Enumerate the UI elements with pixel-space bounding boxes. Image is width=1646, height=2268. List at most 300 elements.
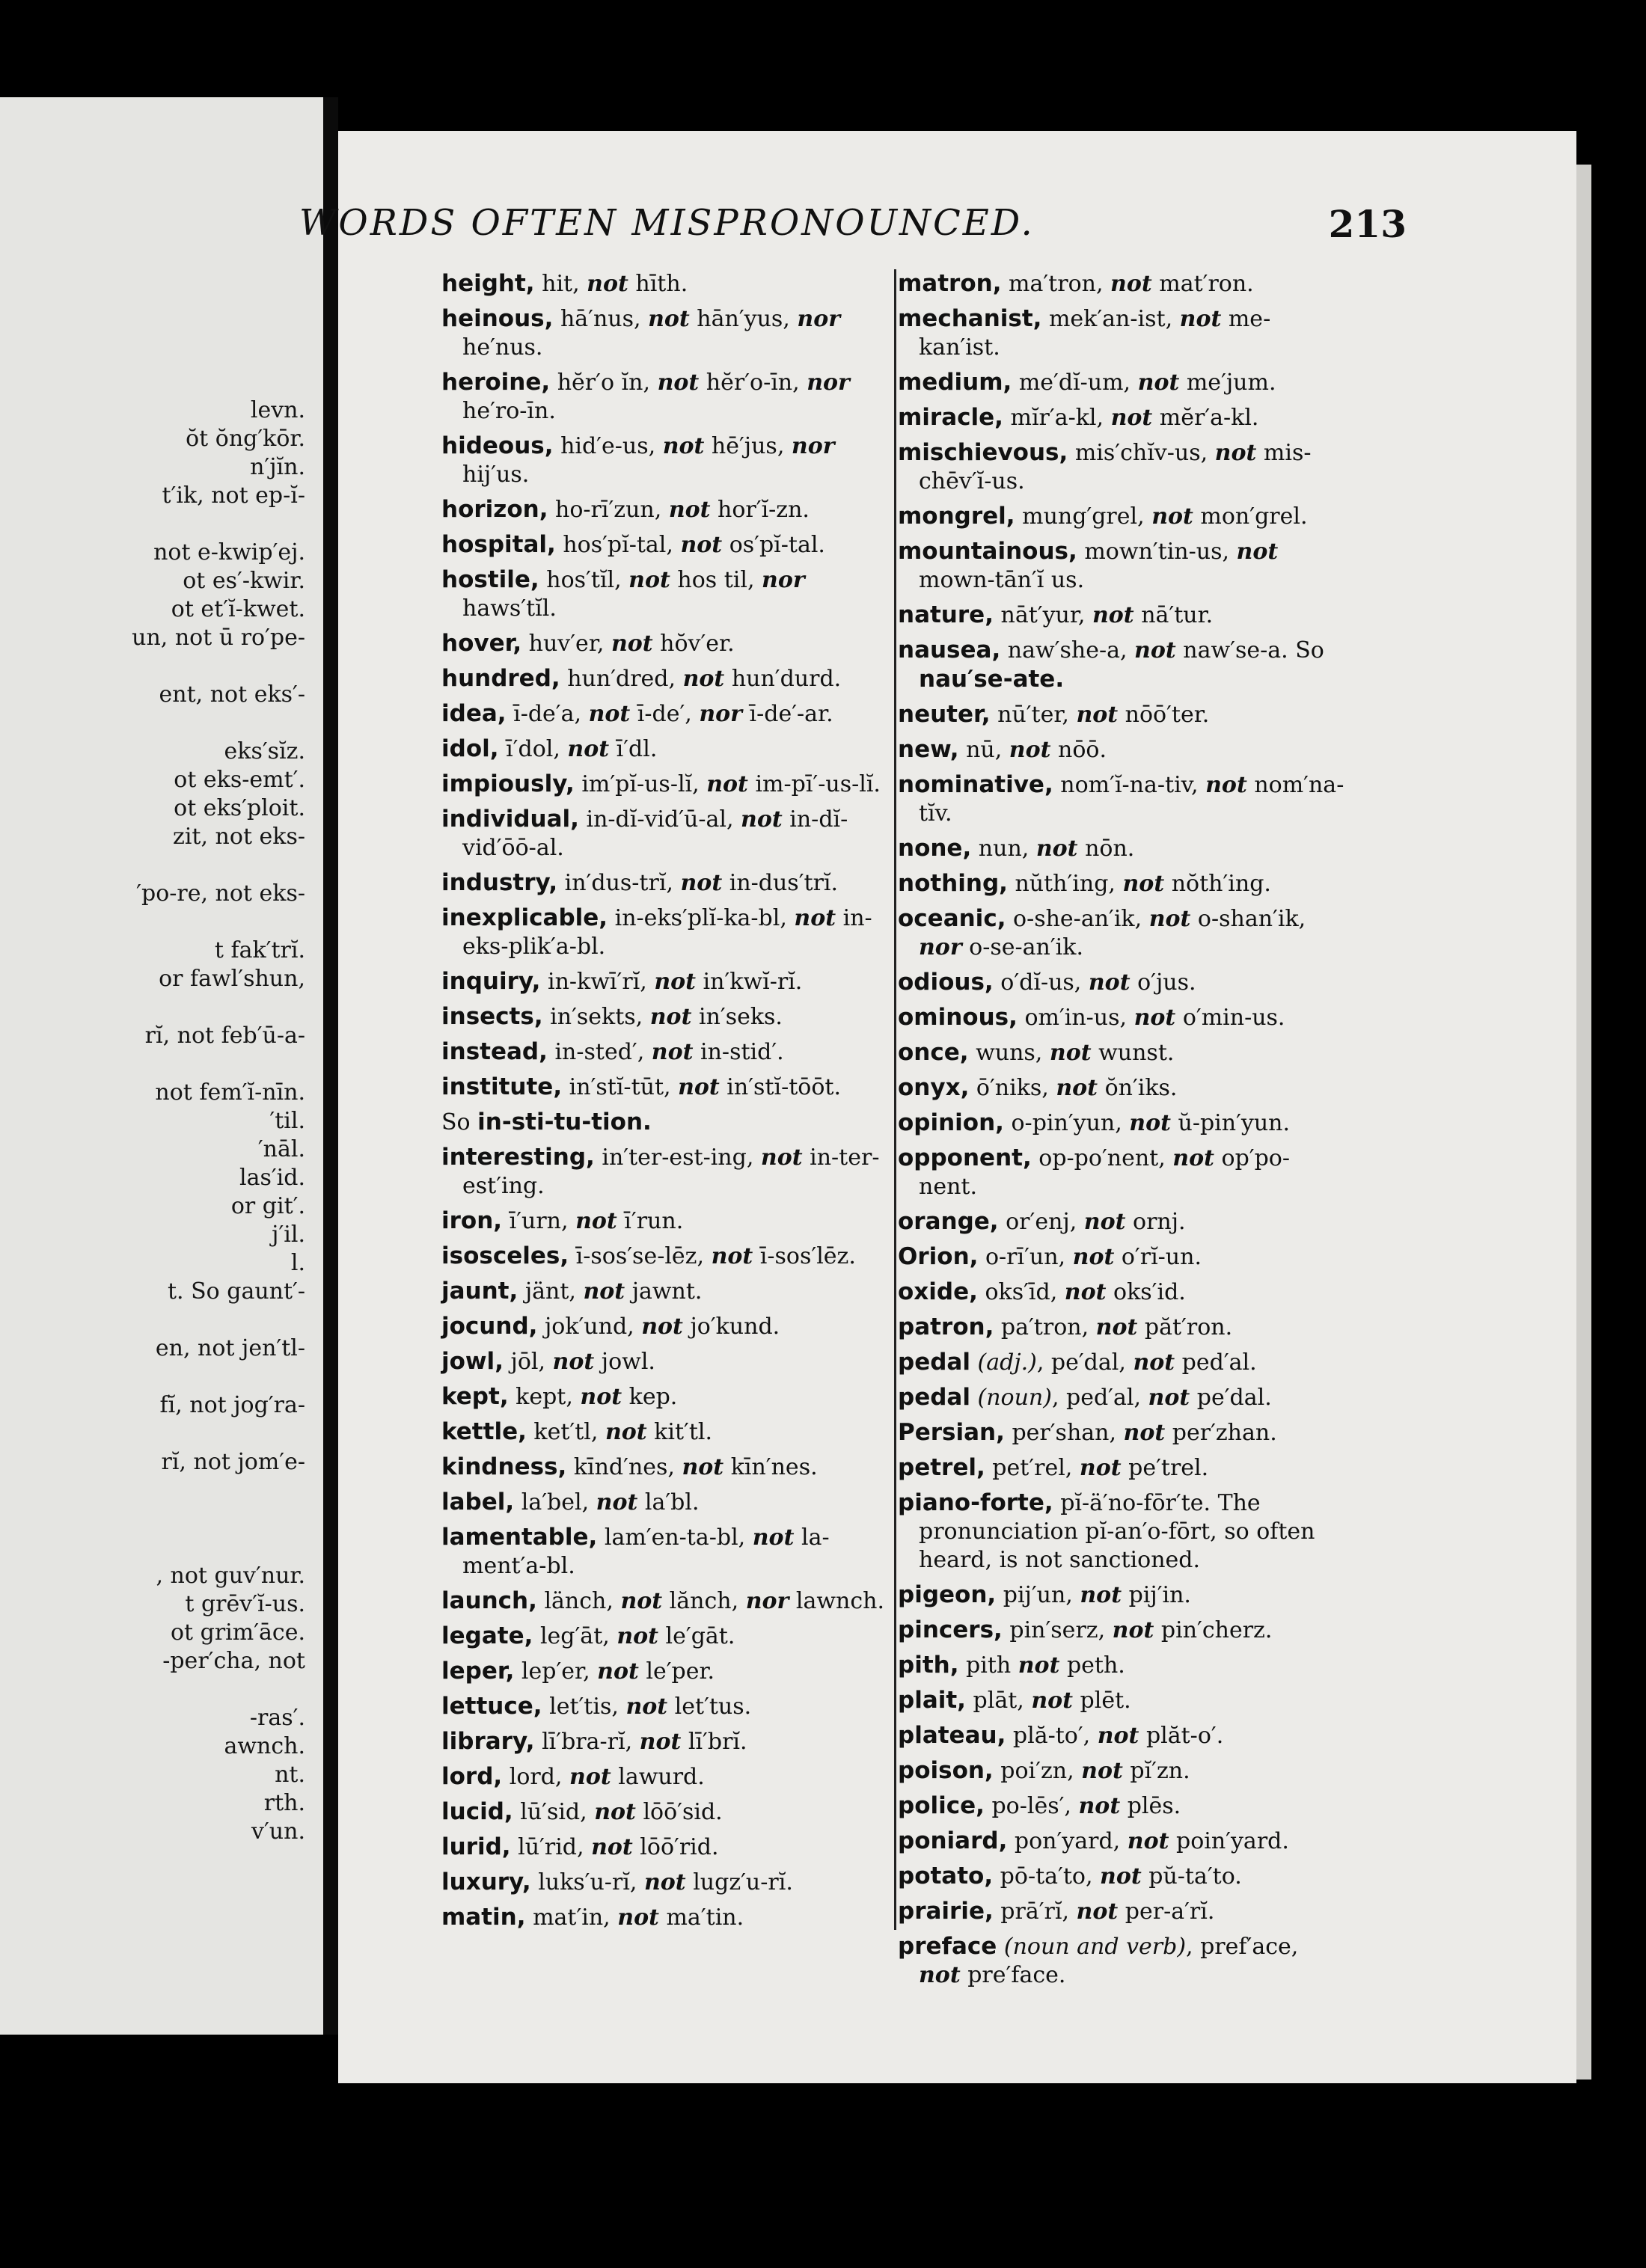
negation-word: not — [657, 370, 700, 396]
pronunciation: lū′rid, — [518, 1834, 592, 1860]
pronunciation: ī′urn, — [509, 1208, 576, 1234]
pronunciation: le′gāt. — [658, 1623, 735, 1649]
headword: in-sti-tu-tion. — [477, 1109, 652, 1135]
negation-word: not — [597, 1658, 639, 1685]
pronunciation: (noun and verb) — [1003, 1934, 1187, 1960]
pronunciation: lănch, — [662, 1588, 746, 1614]
pronunciation: jänt, — [524, 1278, 584, 1305]
dictionary-entry — [898, 1581, 1347, 1610]
left-page-line: not e-kwip′ej. — [153, 539, 305, 566]
pronunciation: lī′bra-rĭ, — [542, 1729, 640, 1755]
headword: mountainous, — [898, 538, 1077, 565]
pronunciation: pō-ta′to, — [1000, 1863, 1101, 1890]
pronunciation: hos′tĭl, — [546, 567, 629, 593]
pronunciation: hij′us. — [462, 462, 530, 488]
dictionary-entry — [441, 1762, 890, 1792]
negation-word: not — [1151, 503, 1193, 530]
pronunciation: luks′u-rĭ, — [538, 1869, 644, 1895]
headword: hospital, — [441, 531, 556, 558]
pronunciation: nāt′yur, — [1000, 602, 1092, 628]
headword: pincers, — [898, 1616, 1003, 1643]
pronunciation: in-dus′trĭ. — [722, 870, 839, 896]
headword: opinion, — [898, 1109, 1004, 1136]
headword: kindness, — [441, 1453, 567, 1480]
dictionary-entry — [898, 1827, 1347, 1856]
headword: legate, — [441, 1622, 533, 1649]
dictionary-entry — [441, 1587, 890, 1616]
pronunciation: hīth. — [628, 271, 688, 297]
pronunciation: oks′id. — [1106, 1279, 1186, 1305]
negation-word: not — [1083, 1209, 1126, 1235]
dictionary-entry — [898, 1038, 1347, 1067]
headword: piano-forte, — [898, 1489, 1053, 1516]
negation-word: not — [583, 1278, 625, 1305]
pronunciation: ma′tron, — [1009, 271, 1111, 297]
negation-word: not — [1205, 772, 1247, 798]
dictionary-entry — [898, 537, 1347, 595]
pronunciation: lī′brĭ. — [681, 1729, 747, 1755]
dictionary-entry — [898, 1242, 1347, 1272]
negation-word: not — [617, 1623, 659, 1649]
pronunciation: hĕr′o ĭn, — [557, 370, 658, 396]
pronunciation: pij′un, — [1003, 1582, 1080, 1608]
headword: inquiry, — [441, 968, 541, 995]
headword: hover, — [441, 630, 522, 657]
pronunciation: in′kwĭ-rĭ. — [696, 969, 803, 995]
headword: nothing, — [898, 870, 1008, 897]
pronunciation: ho-rī′zun, — [555, 497, 669, 523]
pronunciation: poin′yard. — [1169, 1828, 1289, 1854]
headword: onyx, — [898, 1074, 970, 1101]
pronunciation: om′in-us, — [1024, 1005, 1134, 1031]
pronunciation: mung′grel, — [1022, 503, 1152, 530]
pronunciation: la′bel, — [521, 1489, 596, 1515]
pronunciation: o′min-us. — [1175, 1005, 1285, 1031]
dictionary-entry — [898, 770, 1347, 828]
pronunciation: ī′dl. — [609, 736, 658, 762]
negation-word: not — [678, 1074, 720, 1100]
dictionary-entry — [898, 834, 1347, 863]
negation-word: not — [1133, 1005, 1176, 1031]
left-page-line: , not guv′nur. — [156, 1563, 305, 1589]
dictionary-entry — [441, 1382, 890, 1412]
pronunciation: (noun) — [977, 1385, 1052, 1411]
dictionary-entry — [898, 1207, 1347, 1236]
pronunciation: wuns, — [976, 1040, 1050, 1066]
negation-word: nor — [762, 567, 805, 593]
pronunciation: haws′tĭl. — [462, 595, 557, 622]
dictionary-entry — [898, 1144, 1347, 1201]
negation-word: not — [596, 1489, 638, 1515]
left-page-line: ot grim′āce. — [170, 1619, 305, 1646]
headword: idea, — [441, 700, 507, 727]
pronunciation: hŏv′er. — [652, 631, 735, 657]
headword: lurid, — [441, 1833, 511, 1860]
negation-word: not — [643, 1869, 686, 1895]
headword: hostile, — [441, 566, 539, 593]
dictionary-entry — [441, 735, 890, 764]
dictionary-entry — [441, 1797, 890, 1827]
pronunciation: im-pī′-us-lĭ. — [747, 771, 881, 797]
left-page-line: or fawl′shun, — [159, 966, 305, 992]
left-page-line: t grēv′ĭ-us. — [185, 1591, 305, 1617]
negation-word: not — [662, 433, 705, 459]
dictionary-entry — [441, 904, 890, 961]
pronunciation: So — [441, 1109, 478, 1135]
dictionary-entry — [441, 770, 890, 799]
left-page-line: l. — [290, 1250, 305, 1276]
left-page-line: rĭ, not jom′e- — [161, 1449, 305, 1475]
headword: heinous, — [441, 305, 554, 332]
negation-word: not — [605, 1419, 647, 1445]
pronunciation: pin′cherz. — [1154, 1617, 1273, 1643]
pronunciation: kep. — [622, 1384, 678, 1410]
headword: preface — [898, 1933, 997, 1960]
negation-word: not — [575, 1208, 617, 1234]
negation-word: not — [919, 1962, 961, 1988]
headword: lamentable, — [441, 1524, 598, 1551]
pronunciation: plă-to′, — [1012, 1723, 1098, 1749]
negation-word: not — [680, 870, 723, 896]
pronunciation: , pe′dal, — [1036, 1349, 1133, 1376]
dictionary-entry — [441, 1002, 890, 1032]
dictionary-entry — [441, 1657, 890, 1686]
pronunciation: o-shan′ik, — [1190, 906, 1306, 932]
headword: nominative, — [898, 771, 1053, 798]
pronunciation: lugz′u-rĭ. — [685, 1869, 793, 1895]
pronunciation: pet′rel, — [992, 1455, 1080, 1481]
dictionary-entry — [898, 1453, 1347, 1483]
pronunciation: naw′she-a, — [1007, 637, 1135, 663]
dictionary-entry — [898, 700, 1347, 729]
pronunciation: poi′zn, — [1000, 1758, 1082, 1784]
pronunciation: ī-sos′lēz. — [753, 1243, 856, 1269]
pronunciation: in′sekts, — [550, 1004, 650, 1030]
pronunciation: lawurd. — [611, 1764, 705, 1790]
pronunciation: pij′in. — [1122, 1582, 1191, 1608]
headword: inexplicable, — [441, 904, 608, 931]
pronunciation: lam′en-ta-bl, — [604, 1524, 753, 1551]
negation-word: not — [682, 1454, 724, 1480]
headword: poison, — [898, 1757, 994, 1784]
pronunciation: hid′e-us, — [560, 433, 663, 459]
headword: new, — [898, 736, 959, 763]
negation-word: not — [1112, 1617, 1154, 1643]
negation-word: nor — [791, 433, 835, 459]
headword: miracle, — [898, 404, 1003, 431]
left-page-line: las′id. — [239, 1165, 305, 1191]
headword: instead, — [441, 1038, 548, 1065]
negation-word: not — [1079, 1455, 1122, 1481]
headword: odious, — [898, 969, 994, 996]
dictionary-entry — [898, 403, 1347, 432]
left-page-line: ot es′-kwir. — [183, 568, 305, 594]
headword: impiously, — [441, 770, 575, 797]
headword: lettuce, — [441, 1693, 542, 1720]
negation-word: not — [1214, 440, 1257, 466]
dictionary-entry — [441, 530, 890, 560]
negation-word: not — [580, 1384, 622, 1410]
left-page-line: -per′cha, not — [162, 1648, 305, 1674]
pronunciation: o-pin′yun, — [1011, 1110, 1130, 1136]
pronunciation: peth. — [1059, 1652, 1125, 1679]
negation-word: not — [741, 806, 783, 833]
headword: heroine, — [441, 369, 551, 396]
headword: hideous, — [441, 432, 554, 459]
pronunciation: os′pĭ-tal. — [722, 532, 825, 558]
pronunciation: lōō′sid. — [635, 1799, 723, 1825]
pronunciation: naw′se-a. So — [1175, 637, 1324, 663]
left-page-line: nt. — [275, 1762, 305, 1788]
pronunciation: lawnch. — [789, 1588, 885, 1614]
headword: launch, — [441, 1587, 537, 1614]
pronunciation: mown′tin-us, — [1084, 539, 1237, 565]
pronunciation: jawnt. — [625, 1278, 703, 1305]
pronunciation: kit′tl. — [646, 1419, 713, 1445]
left-page-line: ′po-re, not eks- — [136, 880, 305, 907]
dictionary-entry — [898, 1756, 1347, 1786]
left-page-line: ′nāl. — [257, 1136, 305, 1162]
negation-word: not — [1133, 1349, 1175, 1376]
dictionary-entry — [441, 1418, 890, 1447]
headword: height, — [441, 270, 535, 297]
left-page-line: not fem′ĭ-nīn. — [155, 1079, 305, 1106]
negation-word: not — [1095, 1314, 1138, 1340]
headword: mongrel, — [898, 503, 1015, 530]
negation-word: not — [1236, 539, 1279, 565]
dictionary-entry — [898, 269, 1347, 298]
dictionary-entry — [898, 438, 1347, 496]
pronunciation: o-rī′un, — [985, 1244, 1073, 1270]
negation-word: not — [1137, 370, 1180, 396]
negation-word: not — [1123, 1420, 1166, 1446]
headword: once, — [898, 1039, 969, 1066]
pronunciation: o′rĭ-un. — [1114, 1244, 1202, 1270]
left-page-line: t. So gaunt′- — [167, 1278, 305, 1305]
dictionary-entry — [441, 967, 890, 996]
headword: pedal — [898, 1384, 970, 1411]
pronunciation: plēt. — [1073, 1688, 1131, 1714]
headword: pith, — [898, 1652, 959, 1679]
left-page-line: v′un. — [251, 1818, 305, 1845]
headword: jaunt, — [441, 1278, 518, 1305]
dictionary-entry — [441, 1312, 890, 1341]
pronunciation: ī-sos′se-lēz, — [575, 1243, 712, 1269]
pronunciation: hun′durd. — [724, 666, 842, 692]
dictionary-entry — [441, 269, 890, 298]
pronunciation: mĭr′a-kl, — [1010, 405, 1111, 431]
dictionary-entry — [441, 432, 890, 489]
headword: idol, — [441, 735, 499, 762]
dictionary-entry — [898, 636, 1347, 694]
negation-word: not — [620, 1588, 663, 1614]
headword: insects, — [441, 1003, 543, 1030]
pronunciation: me′dĭ-um, — [1018, 370, 1138, 396]
headword: plait, — [898, 1687, 966, 1714]
pronunciation: pĭ-ä′no-fōr′te. The pronunciation pĭ-an′o-fōrt, so often heard, is not sanctioned. — [919, 1490, 1315, 1573]
dictionary-entry — [441, 304, 890, 362]
negation-word: not — [1076, 1898, 1119, 1925]
pronunciation: nŭth′ing, — [1015, 871, 1123, 897]
pronunciation: let′tus. — [667, 1694, 752, 1720]
negation-word: not — [649, 1004, 692, 1030]
pronunciation: kīnd′nes, — [573, 1454, 682, 1480]
pronunciation: in′stĭ-tōōt. — [719, 1074, 841, 1100]
headword: luxury, — [441, 1869, 531, 1895]
negation-word: not — [711, 1243, 753, 1269]
page-header — [299, 202, 1407, 254]
dictionary-entry — [441, 629, 890, 658]
headword: nau′se-ate. — [919, 666, 1065, 693]
headword: patron, — [898, 1314, 994, 1340]
dictionary-entry — [441, 1207, 890, 1236]
left-page-line: j′il. — [272, 1222, 305, 1248]
pronunciation: pe′dal. — [1190, 1385, 1272, 1411]
negation-word: not — [1078, 1793, 1121, 1819]
page-number: 213 — [1328, 202, 1407, 246]
pronunciation: in-sted′, — [554, 1039, 652, 1065]
pronunciation: o′dĭ-us, — [1000, 969, 1089, 996]
negation-word: not — [1081, 1758, 1123, 1784]
negation-word: nor — [919, 934, 962, 960]
headword: hundred, — [441, 665, 560, 692]
headword: oceanic, — [898, 905, 1006, 932]
pronunciation: ket′tl, — [533, 1419, 605, 1445]
dictionary-entry — [898, 1686, 1347, 1715]
pronunciation: he′ro-īn. — [462, 398, 556, 424]
left-page-line: ′til. — [269, 1108, 305, 1134]
pronunciation: la′bl. — [637, 1489, 700, 1515]
pronunciation: huv′er, — [528, 631, 611, 657]
pronunciation: o-she-an′ik, — [1013, 906, 1149, 932]
headword: horizon, — [441, 496, 548, 523]
dictionary-entry — [441, 868, 890, 898]
pronunciation: hun′dred, — [567, 666, 683, 692]
negation-word: not — [1064, 1279, 1107, 1305]
left-page-line: rth. — [263, 1790, 305, 1816]
dictionary-entry — [441, 1453, 890, 1482]
pronunciation: ŭ-pin′yun. — [1170, 1110, 1291, 1136]
left-page-line: un, not ū ro′pe- — [132, 625, 305, 651]
pronunciation: me′jum. — [1179, 370, 1276, 396]
pronunciation: hā′nus, — [560, 306, 649, 332]
pronunciation: in′ter-est-ing, — [602, 1144, 761, 1171]
dictionary-entry — [898, 904, 1347, 962]
negation-word: not — [682, 666, 725, 692]
negation-word: not — [1076, 702, 1119, 728]
pronunciation: pre′face. — [960, 1962, 1066, 1988]
pronunciation: pon′yard, — [1014, 1828, 1128, 1854]
dictionary-entry — [898, 735, 1347, 764]
pronunciation: prā′rĭ, — [1000, 1898, 1077, 1925]
pronunciation: nū′ter, — [997, 702, 1077, 728]
headword: ominous, — [898, 1004, 1018, 1031]
left-page-line: or git′. — [230, 1193, 305, 1219]
pronunciation: pŭ-ta′to. — [1141, 1863, 1242, 1890]
headword: plateau, — [898, 1722, 1006, 1749]
headword: jowl, — [441, 1348, 504, 1375]
negation-word: nor — [807, 370, 850, 396]
negation-word: not — [794, 905, 836, 931]
negation-word: not — [1122, 871, 1165, 897]
pronunciation: pe′trel. — [1121, 1455, 1209, 1481]
left-page — [0, 97, 323, 2035]
dictionary-entry — [898, 304, 1347, 362]
left-page-line: zit, not eks- — [173, 824, 305, 850]
dictionary-entry — [441, 495, 890, 524]
pronunciation: op′po-nent. — [919, 1145, 1290, 1200]
negation-word: not — [1018, 1652, 1060, 1679]
pronunciation: pin′serz, — [1009, 1617, 1113, 1643]
dictionary-entry — [898, 968, 1347, 997]
headword: matron, — [898, 270, 1002, 297]
pronunciation: in-stid′. — [693, 1039, 784, 1065]
dictionary-entry — [441, 1277, 890, 1306]
headword: Persian, — [898, 1419, 1005, 1446]
negation-word: not — [1009, 737, 1051, 763]
dictionary-entry — [441, 699, 890, 729]
negation-word: not — [617, 1904, 659, 1931]
headword: jocund, — [441, 1313, 538, 1340]
negation-word: not — [1110, 271, 1152, 297]
negation-word: not — [1134, 637, 1176, 663]
column-divider — [894, 269, 896, 1930]
pronunciation: pa′tron, — [1000, 1314, 1096, 1340]
pronunciation: păt′ron. — [1137, 1314, 1233, 1340]
pronunciation: in′seks. — [691, 1004, 783, 1030]
pronunciation: nun, — [978, 836, 1036, 862]
dictionary-entry — [898, 1278, 1347, 1307]
left-page-line: rĭ, not feb′ū-a- — [144, 1023, 305, 1049]
dictionary-entry — [441, 1488, 890, 1517]
pronunciation: mown-tān′ĭ us. — [919, 567, 1085, 593]
pronunciation: pĭ′zn. — [1122, 1758, 1190, 1784]
pronunciation: op-po′nent, — [1038, 1145, 1173, 1171]
dictionary-entry — [898, 1862, 1347, 1891]
headword: matin, — [441, 1904, 526, 1931]
pronunciation: , ped′al, — [1051, 1385, 1148, 1411]
pronunciation: nōō. — [1050, 737, 1107, 763]
pronunciation: jok′und, — [544, 1314, 642, 1340]
headword: kept, — [441, 1383, 509, 1410]
headword: iron, — [441, 1207, 503, 1234]
negation-word: not — [1110, 405, 1153, 431]
negation-word: not — [1092, 602, 1134, 628]
negation-word: not — [641, 1314, 683, 1340]
pronunciation: nom′ĭ-na-tiv, — [1060, 772, 1206, 798]
negation-word: not — [1088, 969, 1131, 996]
pronunciation: in-kwī′rĭ, — [548, 969, 655, 995]
pronunciation: mis′chĭv-us, — [1074, 440, 1215, 466]
pronunciation: hĕr′o-īn, — [699, 370, 807, 396]
dictionary-entry — [441, 805, 890, 862]
pronunciation: per′zhan. — [1165, 1420, 1277, 1446]
left-page-line: awnch. — [224, 1733, 305, 1759]
dictionary-entry — [441, 1622, 890, 1651]
negation-word: not — [1179, 306, 1222, 332]
pronunciation: lord, — [509, 1764, 570, 1790]
pronunciation: ī′dol, — [506, 736, 568, 762]
pronunciation: oks′īd, — [985, 1279, 1065, 1305]
left-page-line: eks′sĭz. — [224, 738, 305, 764]
headword: lord, — [441, 1763, 503, 1790]
negation-word: not — [1127, 1828, 1169, 1854]
left-page-line: en, not jen′tl- — [155, 1335, 305, 1361]
pronunciation: per′shan, — [1012, 1420, 1124, 1446]
dictionary-entry — [898, 1073, 1347, 1103]
negation-word: not — [1035, 836, 1078, 862]
headword: police, — [898, 1792, 985, 1819]
